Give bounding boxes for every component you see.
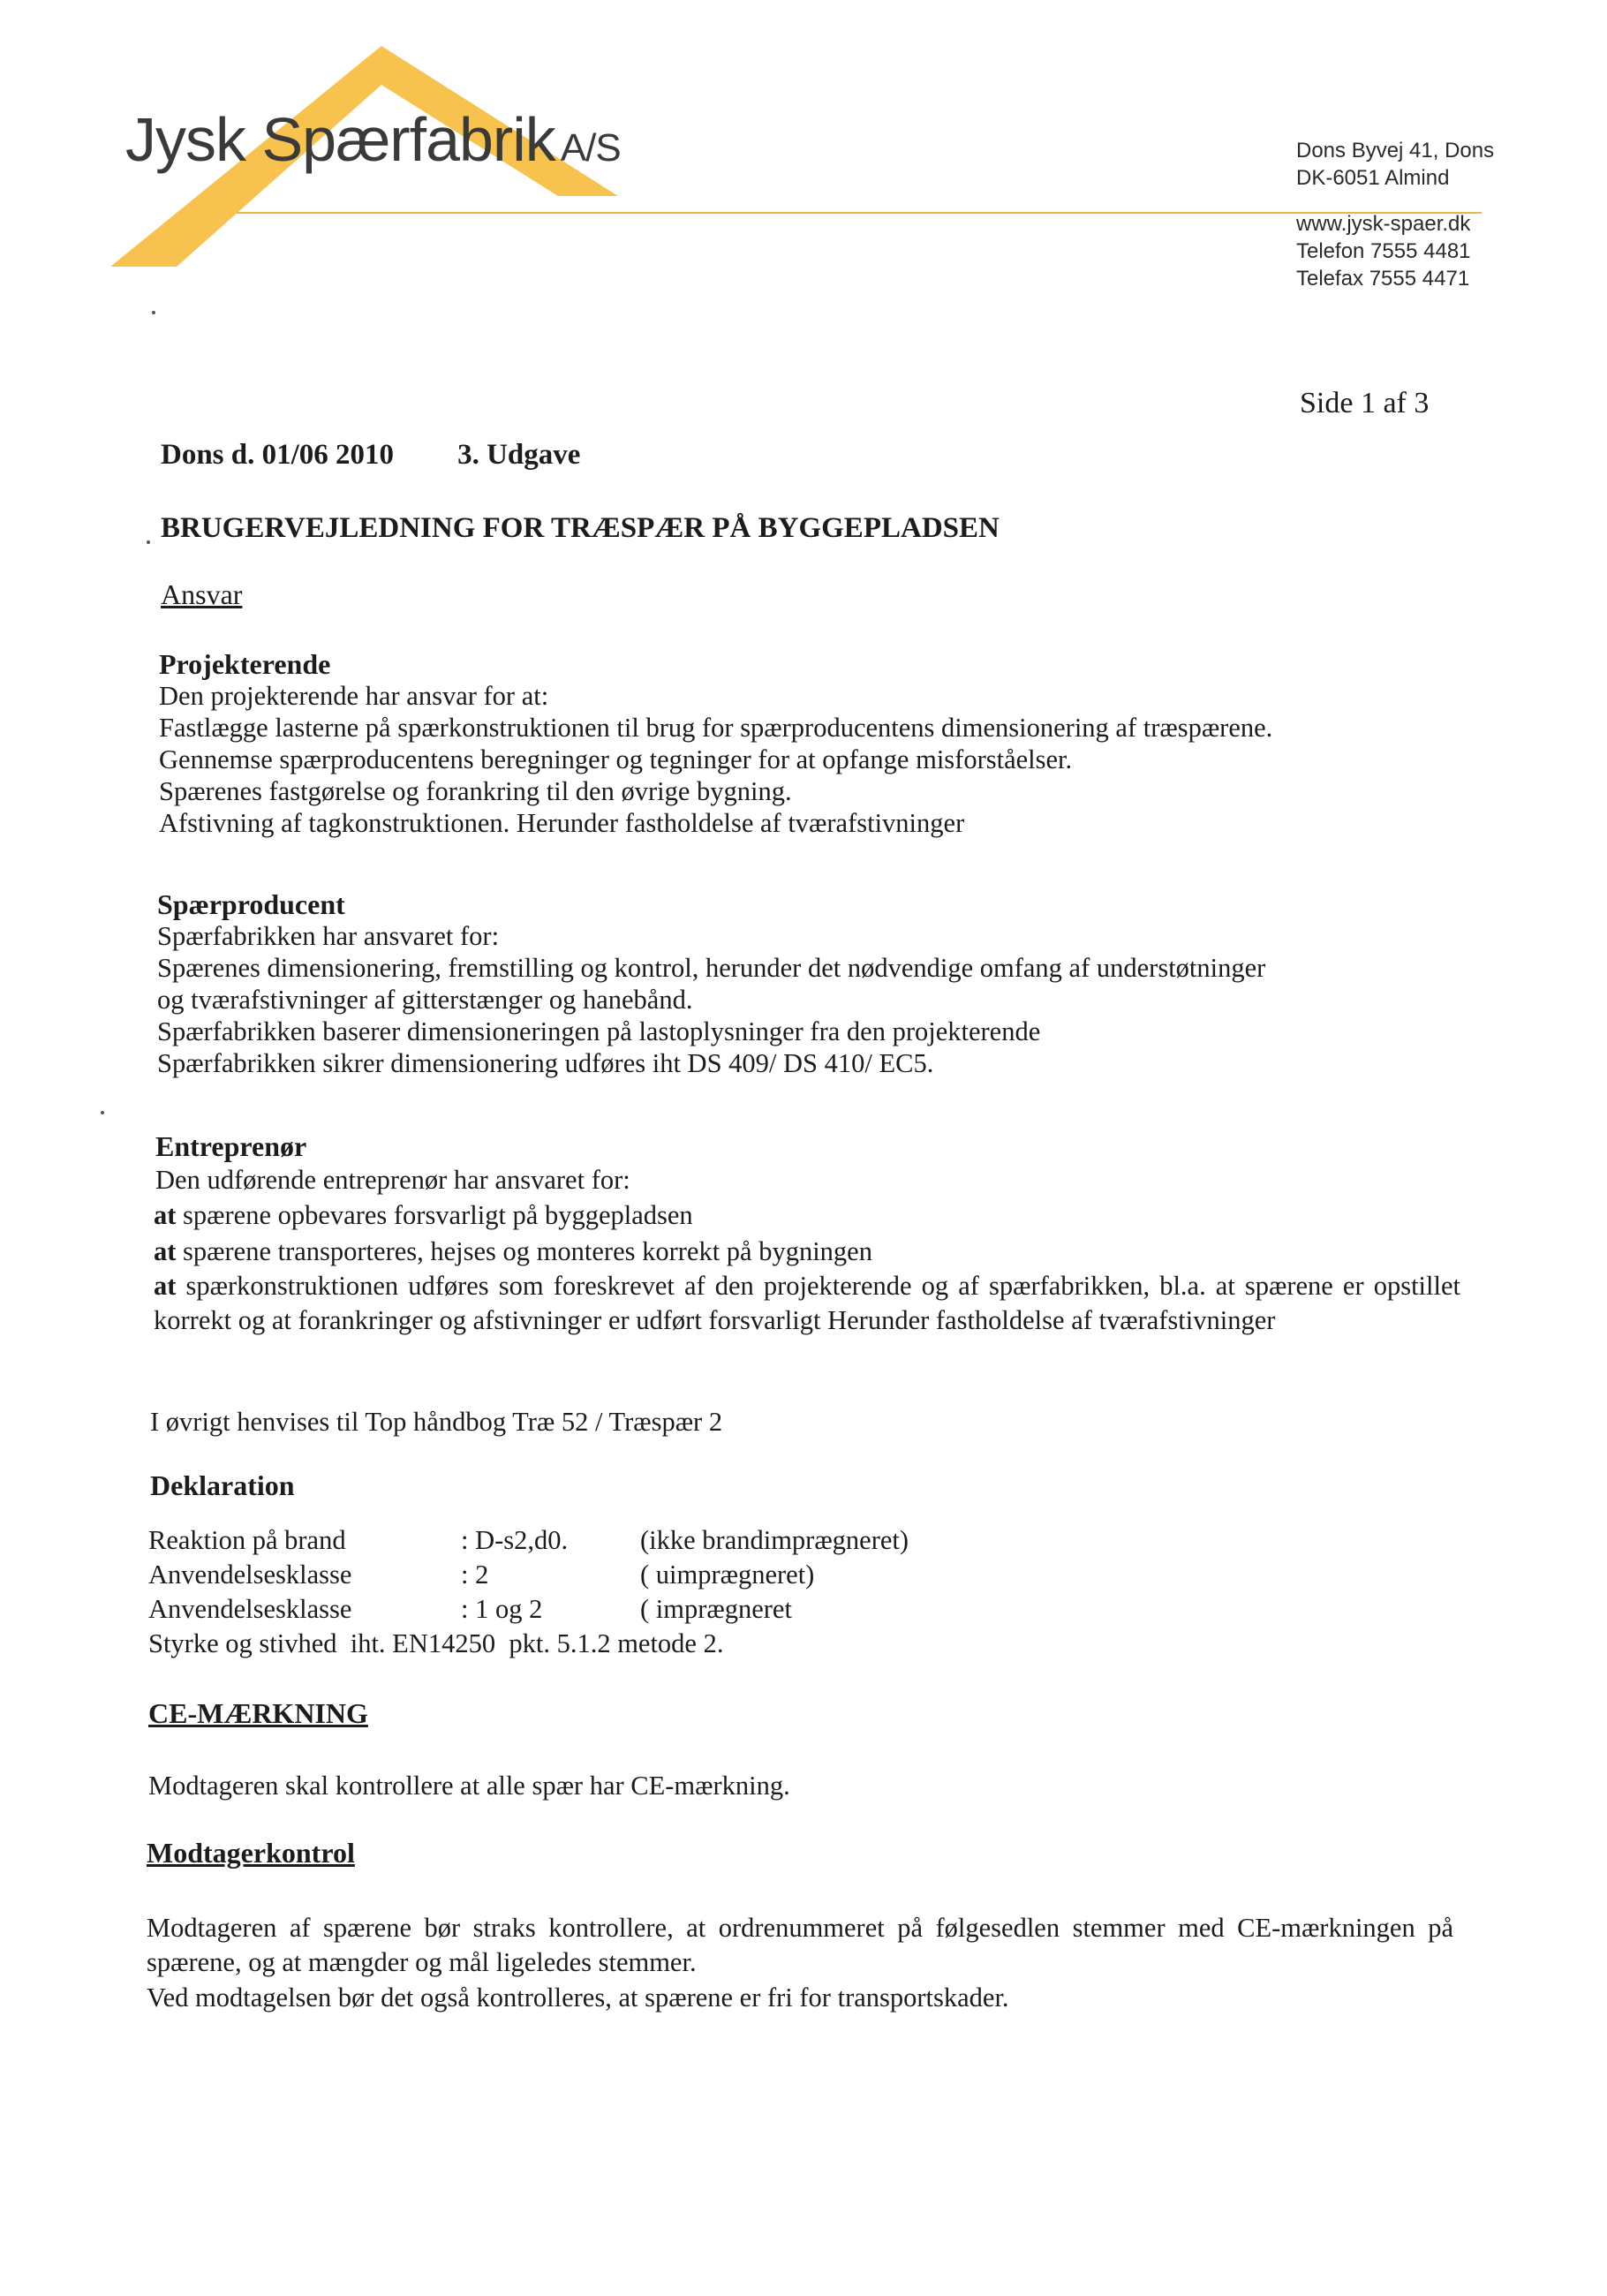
edition: 3. Udgave [457, 439, 581, 471]
company-logo [125, 104, 621, 175]
heading-projekterende: Projekterende [159, 648, 331, 680]
scan-speck [101, 1111, 104, 1114]
header-divider [237, 212, 1482, 214]
company-address: Dons Byvej 41, Dons DK-6051 Almind [1296, 139, 1495, 190]
website-link[interactable]: www.jysk-spaer.dk [1296, 212, 1471, 236]
heading-spaerproducent: Spærproducent [157, 888, 345, 920]
entreprenor-intro: Den udførende entreprenør har ansvaret for: [155, 1165, 630, 1195]
modtagerkontrol-text: Modtageren af spærene bør straks kontrollere, at ordrenummeret på følgesedlen stemmer med CE-mærkningen på spærene, og at mængder og mål ligeledes stemmer. [147, 1913, 1453, 1977]
document-date: Dons d. 01/06 2010 [161, 439, 395, 471]
ce-text: Modtageren skal kontrollere at alle spær har CE-mærkning. [148, 1771, 790, 1801]
page-number: Side 1 af 3 [1300, 387, 1430, 419]
heading-ce-maerkning: CE-MÆRKNING [148, 1697, 368, 1729]
section-heading-ansvar: Ansvar [161, 578, 243, 610]
company-name: Jysk Spærfabrik [125, 105, 555, 174]
document-title: BRUGERVEJLEDNING FOR TRÆSPÆR PÅ BYGGEPLADSEN [161, 512, 1000, 544]
spaerproducent-text: Spærfabrikken har ansvaret for: Spærenes dimensionering, fremstilling og kontrol, herunder det nødvendige omfang af understøtninger og tværafstivninger af gitterstænger og hanebånd. Spærfabrikken baserer dimensioneringen på lastoplysninger fra den projekterende Spærfabrikken sikrer dimensionering udføres iht DS 409/ DS 410/ EC5. [157, 921, 1266, 1078]
company-contact: www.jysk-spaer.dk Telefon 7555 4481 Telefax 7555 4471 [1296, 212, 1471, 291]
heading-deklaration: Deklaration [150, 1469, 295, 1501]
company-suffix: A/S [560, 126, 621, 170]
entreprenor-item: at spærene opbevares forsvarligt på byggepladsen [154, 1200, 693, 1230]
entreprenor-item: at spærene transporteres, hejses og monteres korrekt på bygningen [154, 1236, 872, 1266]
date-edition-line [161, 439, 580, 472]
heading-modtagerkontrol: Modtagerkontrol [147, 1837, 355, 1869]
heading-entreprenor: Entreprenør [155, 1130, 307, 1162]
scan-speck [152, 311, 155, 314]
modtagerkontrol-text-2: Ved modtagelsen bør det også kontrolleres, at spærene er fri for transportskader. [147, 1983, 1009, 2013]
reference-text: I øvrigt henvises til Top håndbog Træ 52 / Træspær 2 [150, 1407, 723, 1437]
projekterende-text: Den projekterende har ansvar for at: Fastlægge lasterne på spærkonstruktionen til brug for spærproducentens dimensionering af træspærene. Gennemse spærproducentens beregninger og tegninger for at opfange misforståelser. Spærenes fastgørelse og forankring til den øvrige bygning. Afstivning af tagkonstruktionen. Herunder fastholdelse af tværafstivninger [159, 681, 1273, 838]
scan-speck [147, 540, 150, 544]
entreprenor-item: at spærkonstruktionen udføres som foreskrevet af den projekterende og af spærfabrikken, bl.a. at spærene er opstillet korrekt og at forankringer og afstivninger er udført forsvarligt Herunder fastholdelse af tværafstivninger [154, 1271, 1460, 1335]
